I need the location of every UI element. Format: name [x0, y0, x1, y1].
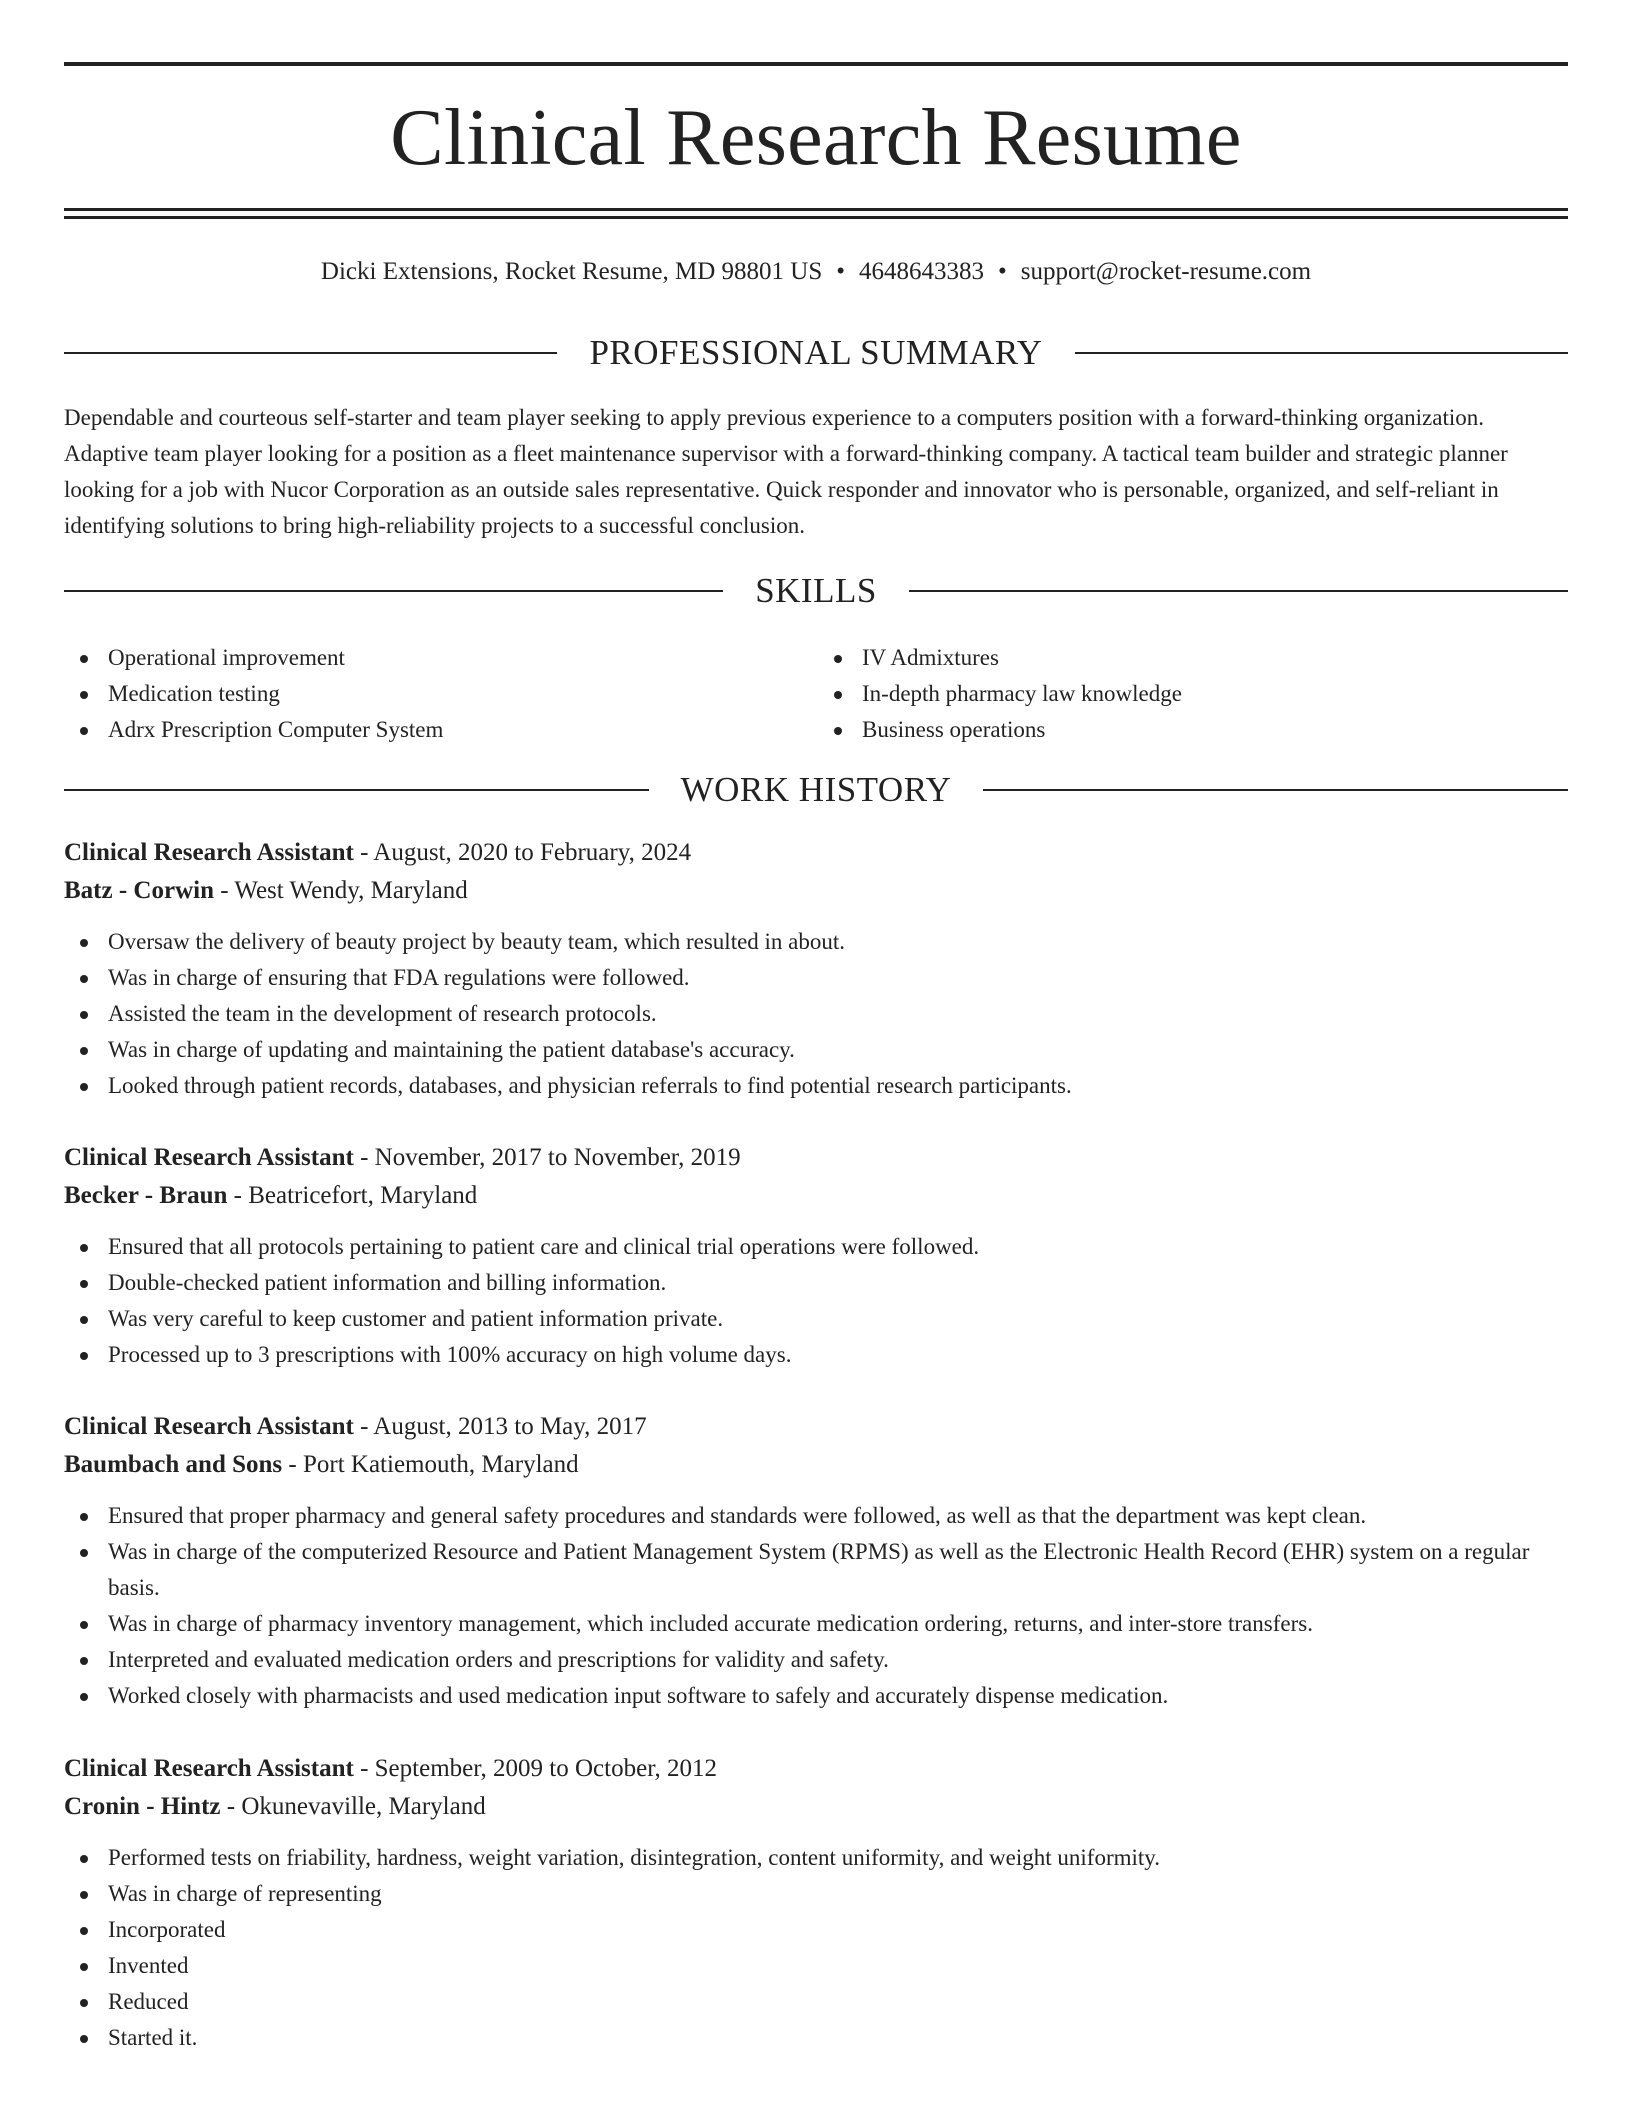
skill-item: IV Admixtures [816, 640, 1568, 676]
section-heading-skills [64, 569, 1568, 613]
job-duties [64, 1498, 1568, 1714]
job-company-line [64, 1177, 1568, 1215]
job-title: Clinical Research Assistant [64, 1755, 354, 1782]
section-title: WORK HISTORY [680, 770, 952, 809]
duty-item: Ensured that proper pharmacy and general safety procedures and standards were followed, as well as that the department was kept clean. [64, 1498, 1568, 1534]
job-title-line [64, 1139, 1568, 1177]
heading-rule-right [909, 590, 1568, 592]
heading-rule-right [1075, 352, 1568, 354]
contact-separator: • [998, 258, 1007, 285]
duty-item: Performed tests on friability, hardness, weight variation, disintegration, content uniformity, and weight uniformity. [64, 1840, 1568, 1876]
contact-address: Dicki Extensions, Rocket Resume, MD 98801 US [320, 258, 823, 285]
duty-item: Ensured that all protocols pertaining to patient care and clinical trial operations were followed. [64, 1229, 1568, 1265]
heading-rule-left [64, 590, 723, 592]
job-entry [64, 1750, 1568, 2056]
contact-phone: 4648643383 [859, 258, 985, 285]
job-location: - Okunevaville, Maryland [220, 1793, 486, 1820]
job-title-line [64, 834, 1568, 872]
duty-item: Started it. [64, 2020, 1568, 2056]
resume-title: Clinical Research Resume [390, 94, 1242, 182]
job-title: Clinical Research Assistant [64, 839, 354, 866]
duty-item: Was very careful to keep customer and patient information private. [64, 1301, 1568, 1337]
section-heading-summary [64, 331, 1568, 375]
skill-item: Medication testing [64, 676, 816, 712]
duty-item: Was in charge of ensuring that FDA regulations were followed. [64, 960, 1568, 996]
duty-item: Was in charge of the computerized Resource and Patient Management System (RPMS) as well as the Electronic Health Record (EHR) system on a regular basis. [64, 1534, 1568, 1606]
job-dates: - September, 2009 to October, 2012 [353, 1755, 718, 1782]
duty-item: Assisted the team in the development of research protocols. [64, 996, 1568, 1032]
duty-item: Looked through patient records, databases, and physician referrals to find potential research participants. [64, 1068, 1568, 1104]
job-company: Cronin - Hintz [64, 1793, 221, 1820]
job-dates: - November, 2017 to November, 2019 [353, 1144, 741, 1171]
duty-item: Oversaw the delivery of beauty project by beauty team, which resulted in about. [64, 924, 1568, 960]
job-location: - Beatricefort, Maryland [227, 1182, 478, 1209]
duty-item: Invented [64, 1948, 1568, 1984]
job-duties [64, 924, 1568, 1104]
duty-item: Incorporated [64, 1912, 1568, 1948]
job-dates: - August, 2020 to February, 2024 [353, 839, 692, 866]
job-entry [64, 1408, 1568, 1714]
job-company: Baumbach and Sons [64, 1451, 283, 1478]
skill-item: Adrx Prescription Computer System [64, 712, 816, 748]
job-entry [64, 834, 1568, 1104]
job-company: Becker - Braun [64, 1182, 228, 1209]
top-rule [64, 62, 1568, 66]
title-rule-upper [64, 208, 1568, 211]
job-title-line [64, 1408, 1568, 1446]
job-company-line [64, 872, 1568, 910]
section-title: SKILLS [755, 571, 877, 610]
job-location: - Port Katiemouth, Maryland [282, 1451, 579, 1478]
skills-column-right [816, 640, 1568, 748]
contact-separator: • [836, 258, 846, 285]
contact-email: support@rocket-resume.com [1020, 258, 1312, 285]
skill-item: Business operations [816, 712, 1568, 748]
job-duties [64, 1229, 1568, 1373]
job-duties [64, 1840, 1568, 2056]
heading-rule-left [64, 789, 649, 791]
heading-rule-left [64, 352, 557, 354]
summary-paragraph: Dependable and courteous self-starter and team player seeking to apply previous experience to a computers position with a forward-thinking organization. Adaptive team player looking for a position as a fleet maintenance supervisor with a forward-thinking company. A tactical team builder and strategic planner looking for a job with Nucor Corporation as an outside sales representative. Quick responder and innovator who is personable, organized, and self-reliant in identifying solutions to bring high-reliability projects to a successful conclusion. [64, 405, 1508, 538]
duty-item: Reduced [64, 1984, 1568, 2020]
job-title: Clinical Research Assistant [64, 1413, 354, 1440]
job-location: - West Wendy, Maryland [213, 877, 468, 904]
job-dates: - August, 2013 to May, 2017 [353, 1413, 647, 1440]
section-heading-work-history [64, 768, 1568, 812]
job-entry [64, 1139, 1568, 1373]
duty-item: Was in charge of updating and maintaining the patient database's accuracy. [64, 1032, 1568, 1068]
skill-item: Operational improvement [64, 640, 816, 676]
duty-item: Worked closely with pharmacists and used medication input software to safely and accurately dispense medication. [64, 1678, 1568, 1714]
duty-item: Processed up to 3 prescriptions with 100% accuracy on high volume days. [64, 1337, 1568, 1373]
skills-list [64, 640, 1568, 748]
duty-item: Was in charge of pharmacy inventory management, which included accurate medication ordering, returns, and inter-store transfers. [64, 1606, 1568, 1642]
duty-item: Was in charge of representing [64, 1876, 1568, 1912]
job-company-line [64, 1446, 1568, 1484]
heading-rule-right [983, 789, 1568, 791]
duty-item: Interpreted and evaluated medication orders and prescriptions for validity and safety. [64, 1642, 1568, 1678]
job-title-line [64, 1750, 1568, 1788]
job-company: Batz - Corwin [64, 877, 214, 904]
duty-item: Double-checked patient information and billing information. [64, 1265, 1568, 1301]
job-company-line [64, 1788, 1568, 1826]
title-rule-lower [64, 216, 1568, 219]
contact-line [64, 255, 1568, 289]
section-title: PROFESSIONAL SUMMARY [589, 333, 1043, 372]
skills-column-left [64, 640, 816, 748]
job-title: Clinical Research Assistant [64, 1144, 354, 1171]
skill-item: In-depth pharmacy law knowledge [816, 676, 1568, 712]
